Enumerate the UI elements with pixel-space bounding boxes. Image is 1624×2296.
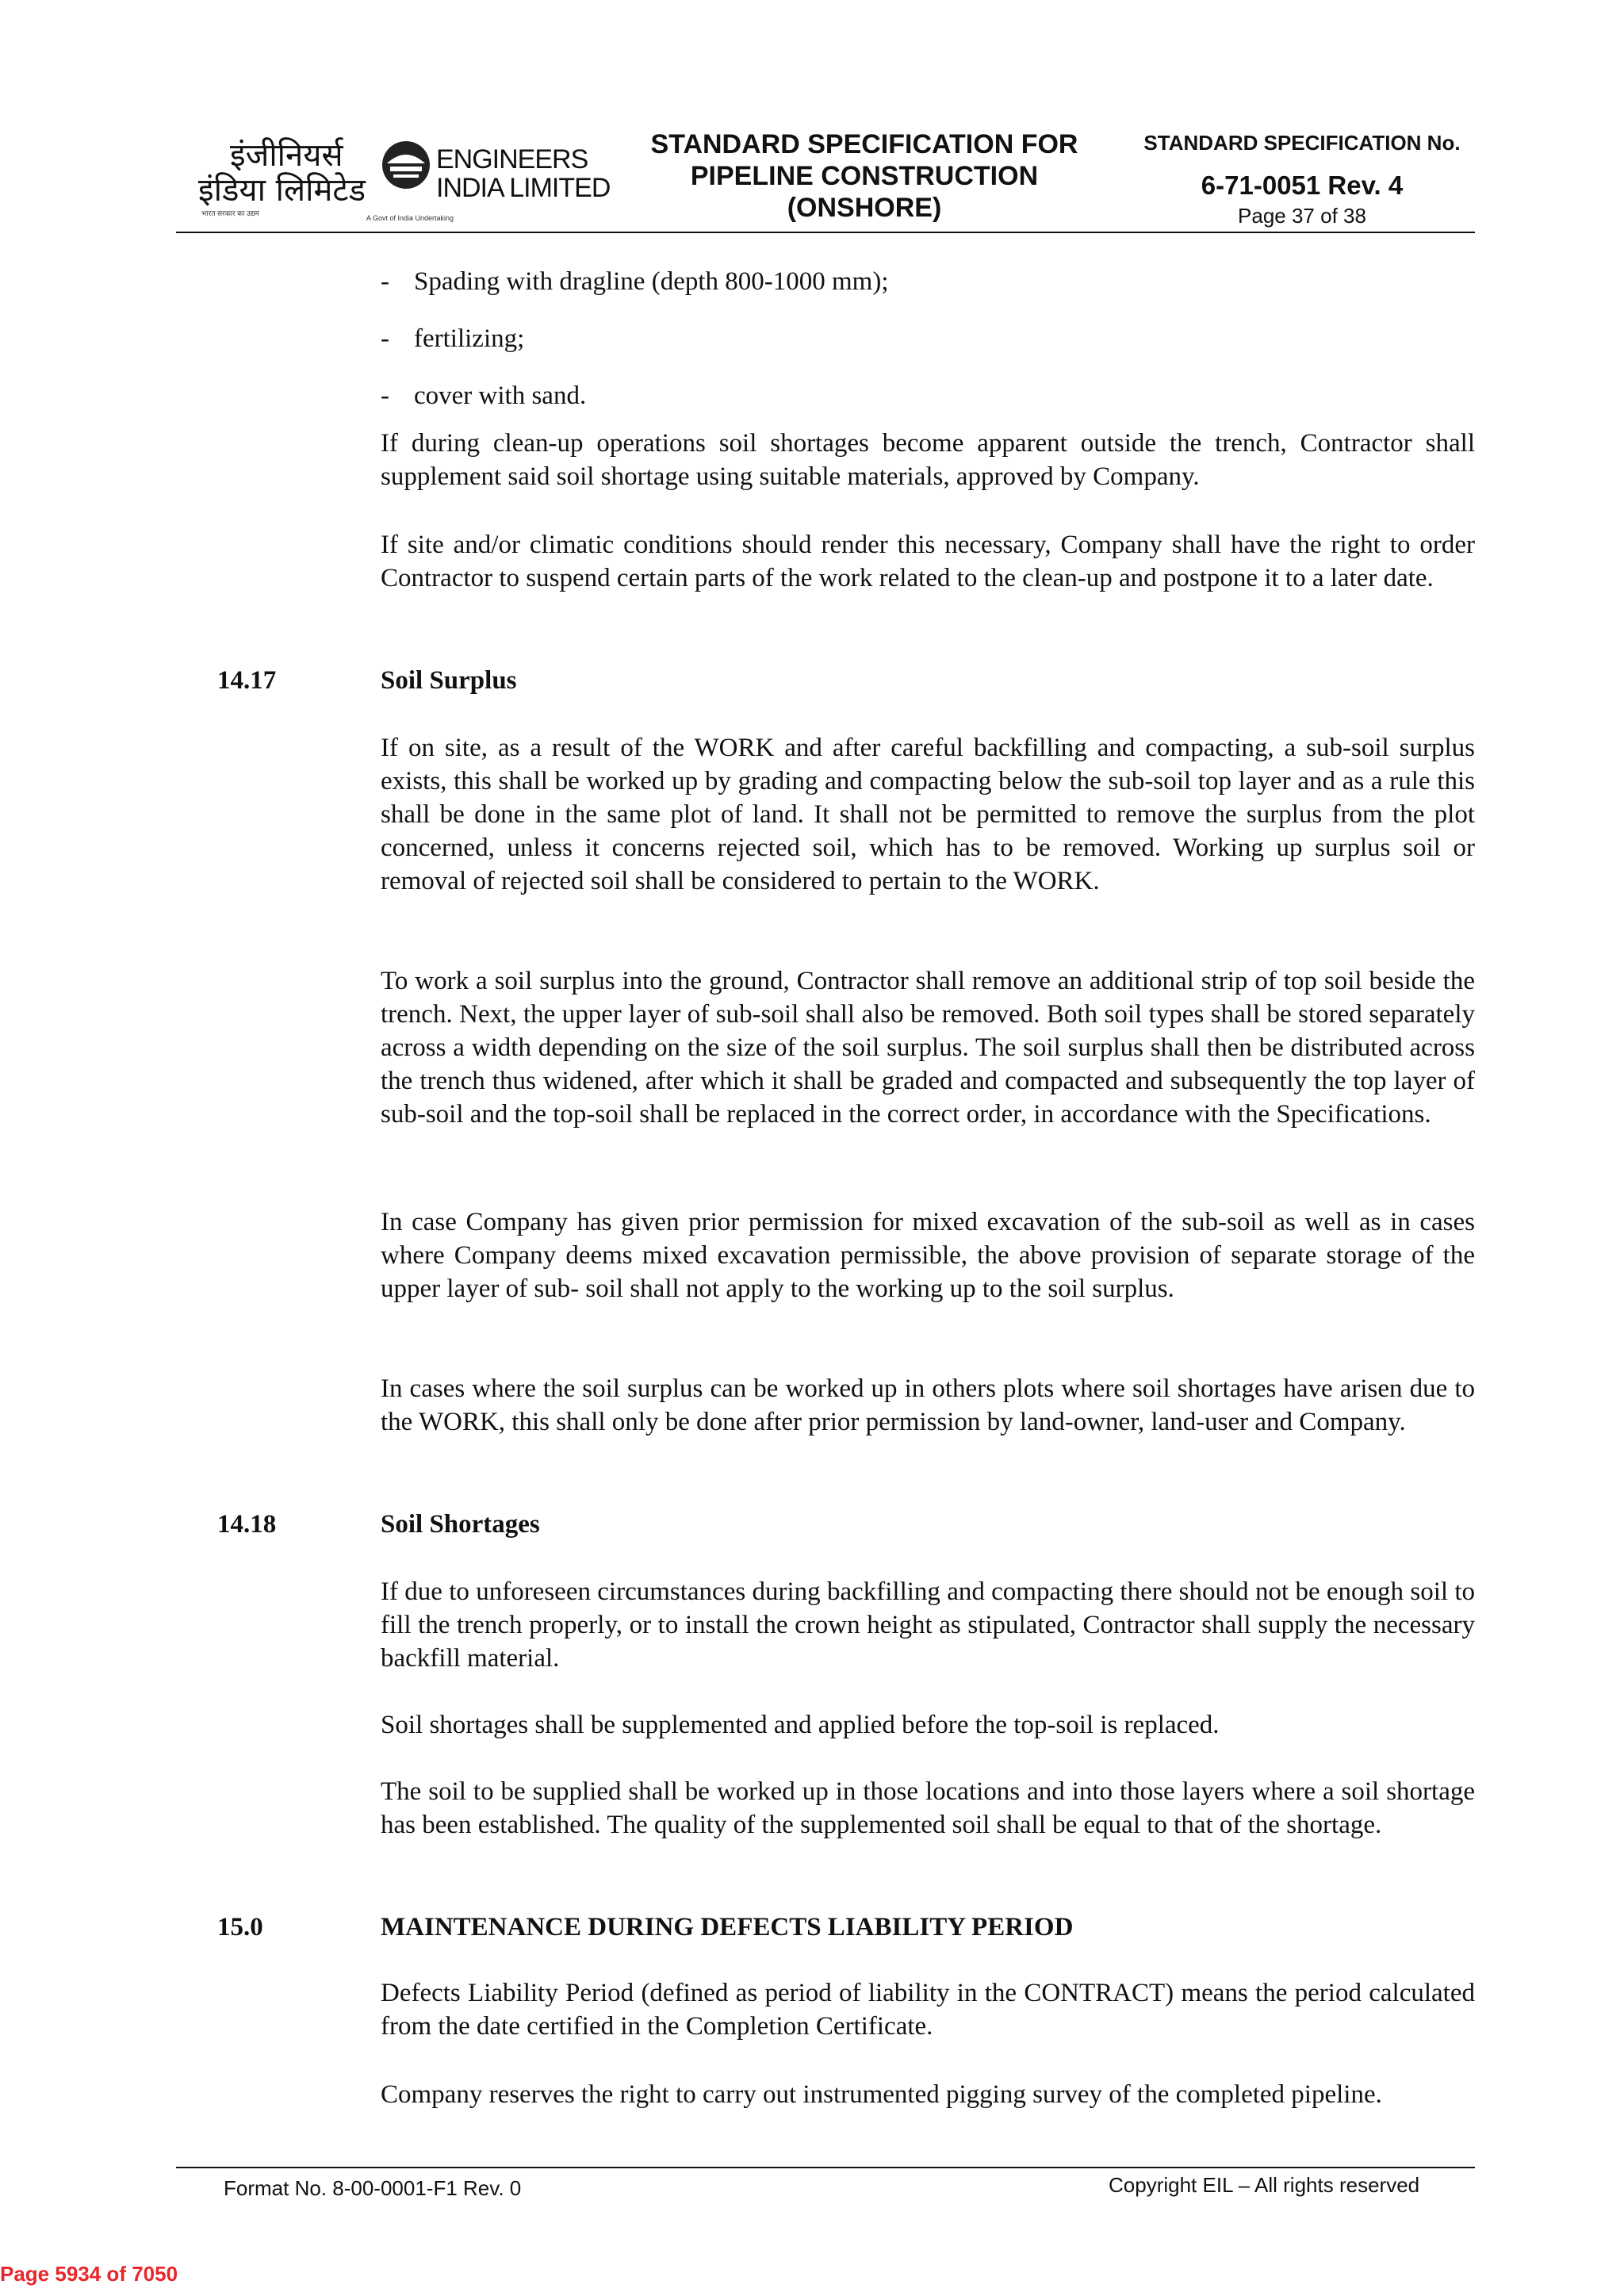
footer-divider [176,2167,1475,2168]
paragraph: In case Company has given prior permission for mixed excavation of the sub-soil as well as in cases where Company deems mixed excavation permissible, the above provision of separate storage of the upper layer of sub- soil shall not apply to the working up to the soil surplus. [381,1208,1475,1303]
section-number: 14.18 [217,1510,277,1539]
bullet-item [381,379,586,412]
document-title [650,128,1078,224]
paragraph: In cases where the soil surplus can be worked up in others plots where soil shortages have arisen due to the WORK, this shall only be done after prior permission by land-owner, land-user and Company. [381,1374,1475,1436]
title-line-1: STANDARD SPECIFICATION FOR [650,129,1078,159]
paragraph: Soil shortages shall be supplemented and applied before the top-soil is replaced. [381,1711,1220,1739]
paragraph: Defects Liability Period (defined as period of liability in the CONTRACT) means the period calculated from the date certified in the Completion Certificate. [381,1979,1475,2041]
logo-english-line2: INDIA LIMITED [436,173,611,203]
logo-tiny-right: A Govt of India Undertaking [366,214,454,222]
section-number: 14.17 [217,666,277,695]
bullet-item [381,322,524,355]
paragraph: If on site, as a result of the WORK and after careful backfilling and compacting, a sub-soil surplus exists, this shall be worked up by grading and compacting below the sub-soil top layer and as a rule this shall be done in the same plot of land. It shall not be permitted to remove the surplus from the plot concerned, unless it concerns rejected soil, which has to be removed. Working up surplus soil or removal of rejected soil shall be considered to pertain to the WORK. [381,734,1475,895]
paragraph: The soil to be supplied shall be worked up in those locations and into those layers where a soil shortage has been established. The quality of the supplemented soil shall be equal to that of the shortage. [381,1777,1475,1839]
paragraph: If during clean-up operations soil shortages become apparent outside the trench, Contractor shall supplement said soil shortage using suitable materials, approved by Company. [381,429,1475,491]
paragraph: If site and/or climatic conditions should render this necessary, Company shall have the right to order Contractor to suspend certain parts of the work related to the clean-up and postpone it to a later date. [381,531,1475,592]
paragraph: To work a soil surplus into the ground, Contractor shall remove an additional strip of top soil beside the trench. Next, the upper layer of sub-soil shall also be removed. Both soil types shall be stored separately across a width depending on the size of the soil surplus. The soil surplus shall then be distributed across the trench thus widened, after which it shall be graded and compacted and subsequently the top layer of sub-soil and the top-soil shall be replaced in the correct order, in accordance with the Specifications. [381,967,1475,1129]
bullet-text: Spading with dragline (depth 800-1000 mm); [414,267,889,296]
page-header [176,119,1475,230]
eil-emblem-icon [381,140,431,190]
title-line-2: PIPELINE CONSTRUCTION [690,161,1039,191]
section-title: Soil Surplus [381,666,517,695]
bullet-dash: - [381,267,389,296]
copyright-notice: Copyright EIL – All rights reserved [1109,2173,1420,2197]
section-title: MAINTENANCE DURING DEFECTS LIABILITY PERIOD [381,1913,1074,1941]
eil-logo [198,132,634,227]
logo-english-line1: ENGINEERS [436,144,588,174]
spec-label: STANDARD SPECIFICATION No. [1143,131,1461,155]
bullet-dash: - [381,324,389,353]
bullet-item [381,265,889,298]
spec-number: 6-71-0051 Rev. 4 [1201,171,1404,200]
paragraph: Company reserves the right to carry out instrumented pigging survey of the completed pipeline. [381,2080,1382,2109]
paragraph: If due to unforeseen circumstances during backfilling and compacting there should not be enough soil to fill the trench properly, or to install the crown height as stipulated, Contractor shall supply the necessary backfill material. [381,1577,1475,1673]
page-stamp: Page 5934 of 7050 [0,2262,178,2286]
logo-tiny-left: भारत सरकार का उद्यम [201,209,259,217]
logo-hindi-line2: इंडिया लिमिटेड [198,172,366,209]
spec-info [1128,128,1477,227]
bullet-text: cover with sand. [414,381,587,410]
title-line-3: (ONSHORE) [787,193,942,223]
section-title: Soil Shortages [381,1510,540,1539]
section-number: 15.0 [217,1913,263,1941]
bullet-text: fertilizing; [414,324,525,353]
format-number: Format No. 8-00-0001-F1 Rev. 0 [224,2176,522,2200]
bullet-dash: - [381,381,389,410]
header-divider [176,232,1475,233]
page-number: Page 37 of 38 [1238,204,1366,228]
logo-hindi-line1: इंजीनियर्स [230,137,343,174]
